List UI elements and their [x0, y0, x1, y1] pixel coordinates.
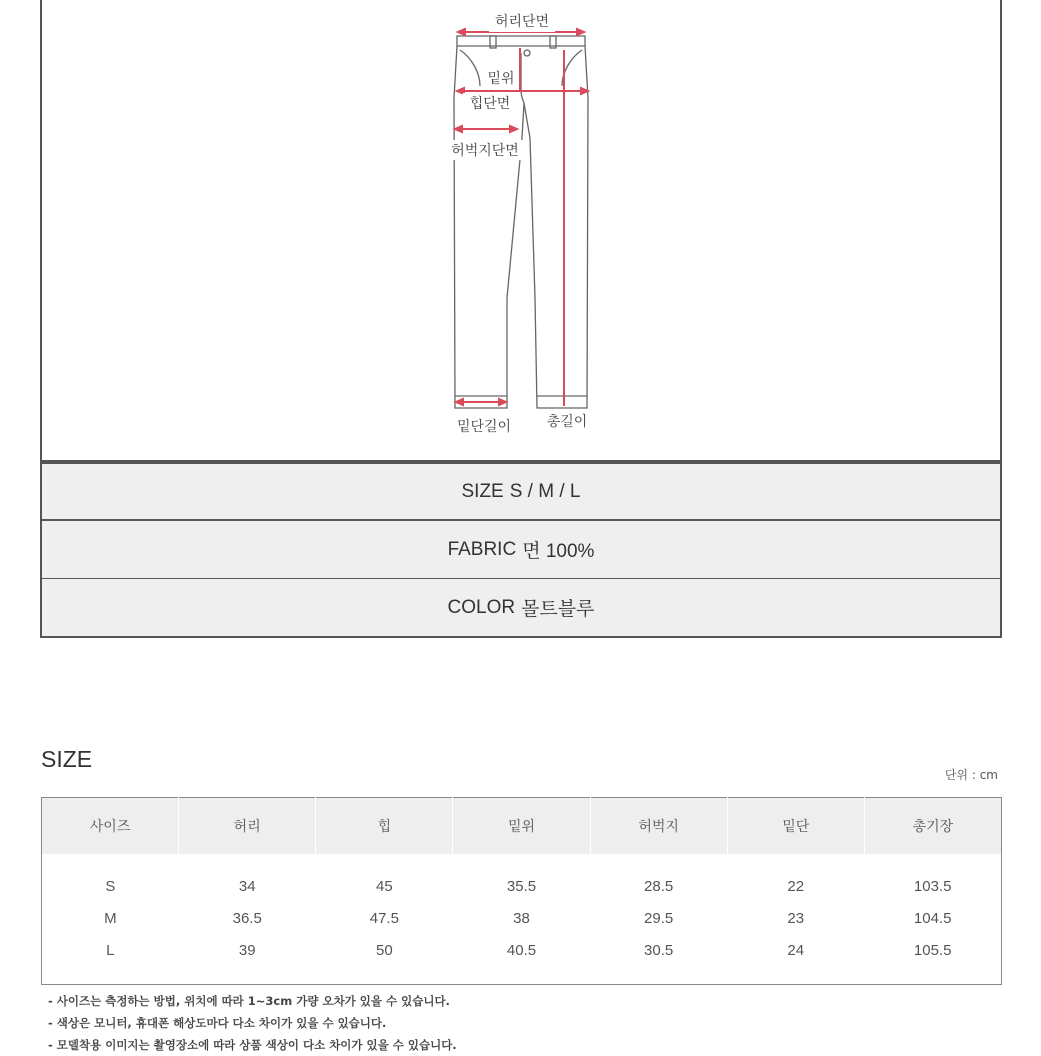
table-cell: 22: [787, 877, 805, 895]
table-cell: 39: [238, 941, 256, 959]
column-hip: [316, 854, 453, 985]
info-row-color: [40, 579, 1002, 638]
label-waist: 허리단면: [494, 14, 550, 30]
pants-illustration: [42, 0, 1004, 462]
column-waist: [179, 854, 316, 985]
table-cell: L: [106, 941, 115, 959]
table-cell: 28.5: [644, 877, 674, 895]
fabric-key: FABRIC: [447, 538, 517, 560]
header-hip: 힙: [316, 798, 453, 854]
header-thigh: 허벅지: [590, 798, 727, 854]
header-size: 사이즈: [42, 798, 179, 854]
table-cell: 23: [787, 909, 805, 927]
note-item: - 사이즈는 측정하는 방법, 위치에 따라 1~3cm 가량 오차가 있을 수 있습니다.: [48, 994, 450, 1008]
table-cell: S: [105, 877, 116, 895]
column-total-length: [864, 854, 1001, 985]
note-item: - 색상은 모니터, 휴대폰 해상도마다 다소 차이가 있을 수 있습니다.: [48, 1016, 387, 1030]
size-key: SIZE: [461, 480, 504, 502]
unit-note: 단위 : cm: [944, 768, 998, 782]
column-hem: [727, 854, 864, 985]
table-cell: 105.5: [913, 941, 952, 959]
fabric-value: 면 100%: [522, 541, 595, 562]
table-cell: 47.5: [369, 909, 399, 927]
table-cell: 34: [238, 877, 256, 895]
table-header-row: [42, 798, 1002, 854]
label-hem: 밑단길이: [456, 419, 512, 435]
header-waist: 허리: [179, 798, 316, 854]
label-total-length: 총길이: [546, 414, 588, 430]
table-cell: 50: [376, 941, 393, 959]
header-hem: 밑단: [727, 798, 864, 854]
header-total-length: 총기장: [864, 798, 1001, 854]
label-hip: 힙단면: [469, 96, 511, 112]
size-section-title: SIZE: [41, 746, 93, 772]
size-table: [41, 797, 1002, 985]
table-cell: 30.5: [644, 941, 674, 959]
table-cell: M: [104, 909, 117, 927]
note-item: - 모델착용 이미지는 촬영장소에 따라 상품 색상이 다소 차이가 있을 수 있습니다.: [48, 1038, 457, 1052]
table-cell: 36.5: [232, 909, 262, 927]
table-body-row: [42, 854, 1002, 985]
notes-list: [48, 990, 998, 1056]
table-cell: 38: [513, 909, 530, 927]
column-thigh: [590, 854, 727, 985]
label-thigh: 허벅지단면: [451, 143, 519, 159]
table-cell: 35.5: [506, 877, 537, 895]
table-cell: 24: [787, 941, 805, 959]
color-value: 몰트블루: [521, 599, 595, 620]
measurement-diagram: [40, 0, 1002, 462]
table-cell: 29.5: [644, 909, 674, 927]
color-key: COLOR: [447, 596, 516, 618]
info-row-fabric: [40, 521, 1002, 580]
table-cell: 40.5: [506, 941, 537, 959]
table-cell: 104.5: [913, 909, 952, 927]
label-rise: 밑위: [487, 71, 515, 87]
info-row-size: [40, 462, 1002, 521]
header-rise: 밑위: [453, 798, 590, 854]
column-rise: [453, 854, 590, 985]
size-value: S / M / L: [509, 480, 581, 502]
column-size: [42, 854, 179, 985]
table-cell: 45: [376, 877, 393, 895]
table-cell: 103.5: [913, 877, 952, 895]
